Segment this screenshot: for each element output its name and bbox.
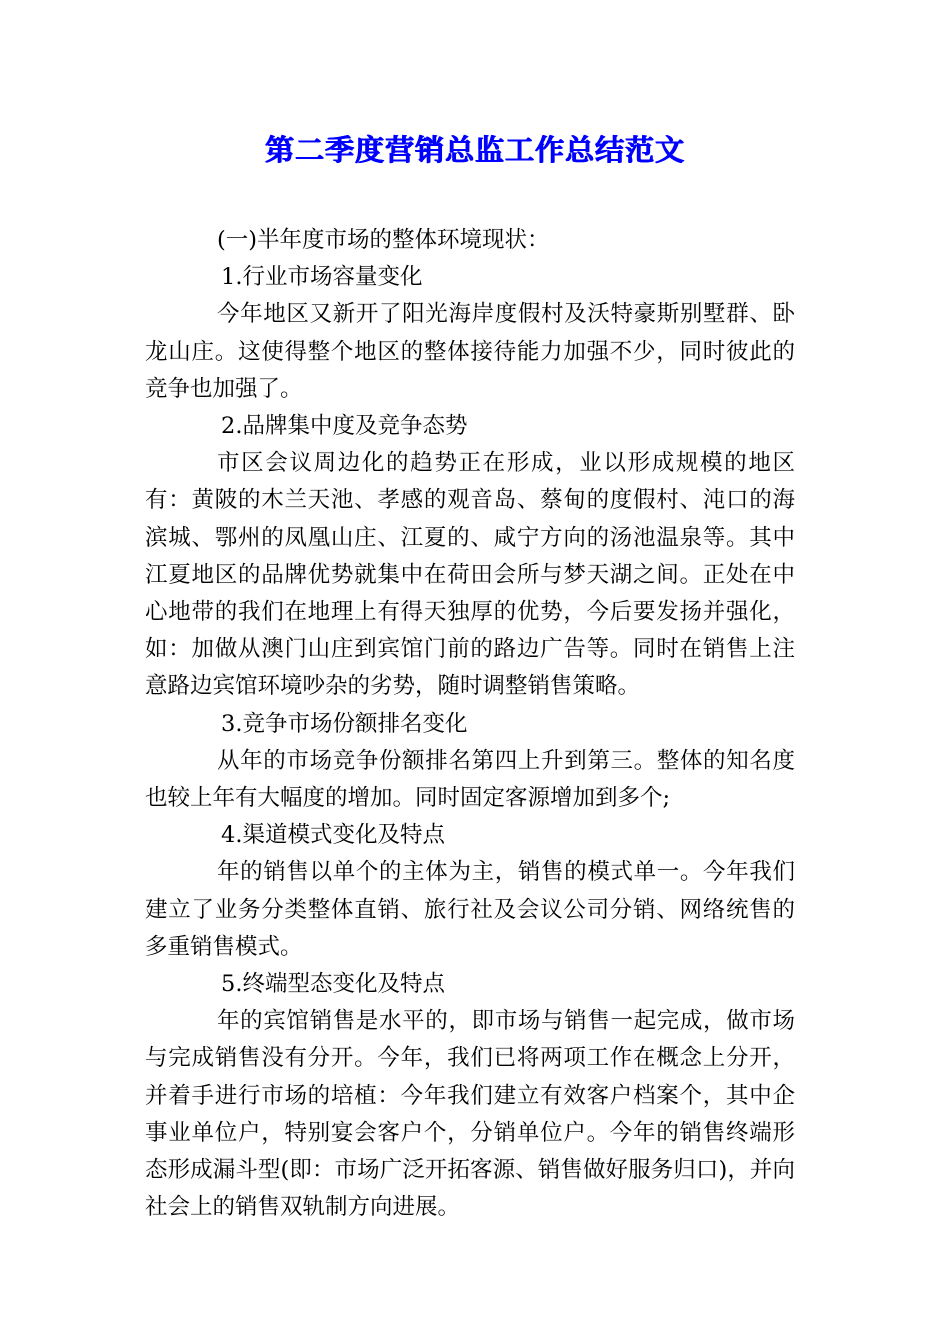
item-paragraph-5: 年的宾馆销售是水平的，即市场与销售一起完成，做市场与完成销售没有分开。今年，我们已将两项工作在概念上分开，并着手进行市场的培植：今年我们建立有效客户档案个，其中企事业单位户，特别宴会客户个，分销单位户。今年的销售终端形态形成漏斗型(即：市场广泛开拓客源、销售做好服务归口)，并向社会上的销售双轨制方向进展。 bbox=[145, 1008, 795, 1221]
item-heading-2: 2.品牌集中度及竞争态势 bbox=[221, 413, 468, 440]
item-paragraph-1: 今年地区又新开了阳光海岸度假村及沃特豪斯别墅群、卧龙山庄。这使得整个地区的整体接待能力加强不少，同时彼此的竞争也加强了。 bbox=[145, 301, 795, 402]
item-heading-3: 3.竞争市场份额排名变化 bbox=[221, 710, 468, 737]
item-heading-4: 4.渠道模式变化及特点 bbox=[221, 822, 445, 849]
item-paragraph-3: 从年的市场竞争份额排名第四上升到第三。整体的知名度也较上年有大幅度的增加。同时固定客源增加到多个; bbox=[145, 747, 795, 812]
item-heading-1: 1.行业市场容量变化 bbox=[221, 264, 423, 291]
item-heading-5: 5.终端型态变化及特点 bbox=[221, 971, 445, 998]
document-title: 第二季度营销总监工作总结范文 bbox=[264, 133, 685, 167]
document-body bbox=[145, 222, 795, 1226]
item-paragraph-4: 年的销售以单个的主体为主，销售的模式单一。今年我们建立了业务分类整体直销、旅行社及会议公司分销、网络统售的多重销售模式。 bbox=[145, 859, 795, 960]
section-heading: (一)半年度市场的整体环境现状： bbox=[217, 227, 550, 253]
item-paragraph-2: 市区会议周边化的趋势正在形成，业以形成规模的地区有：黄陂的木兰天池、孝感的观音岛、蔡甸的度假村、沌口的海滨城、鄂州的凤凰山庄、江夏的、咸宁方向的汤池温泉等。其中江夏地区的品牌优势就集中在荷田会所与梦天湖之间。正处在中心地带的我们在地理上有得天独厚的优势，今后要发扬并强化，如：加做从澳门山庄到宾馆门前的路边广告等。同时在销售上注意路边宾馆环境吵杂的劣势，随时调整销售策略。 bbox=[145, 450, 795, 700]
